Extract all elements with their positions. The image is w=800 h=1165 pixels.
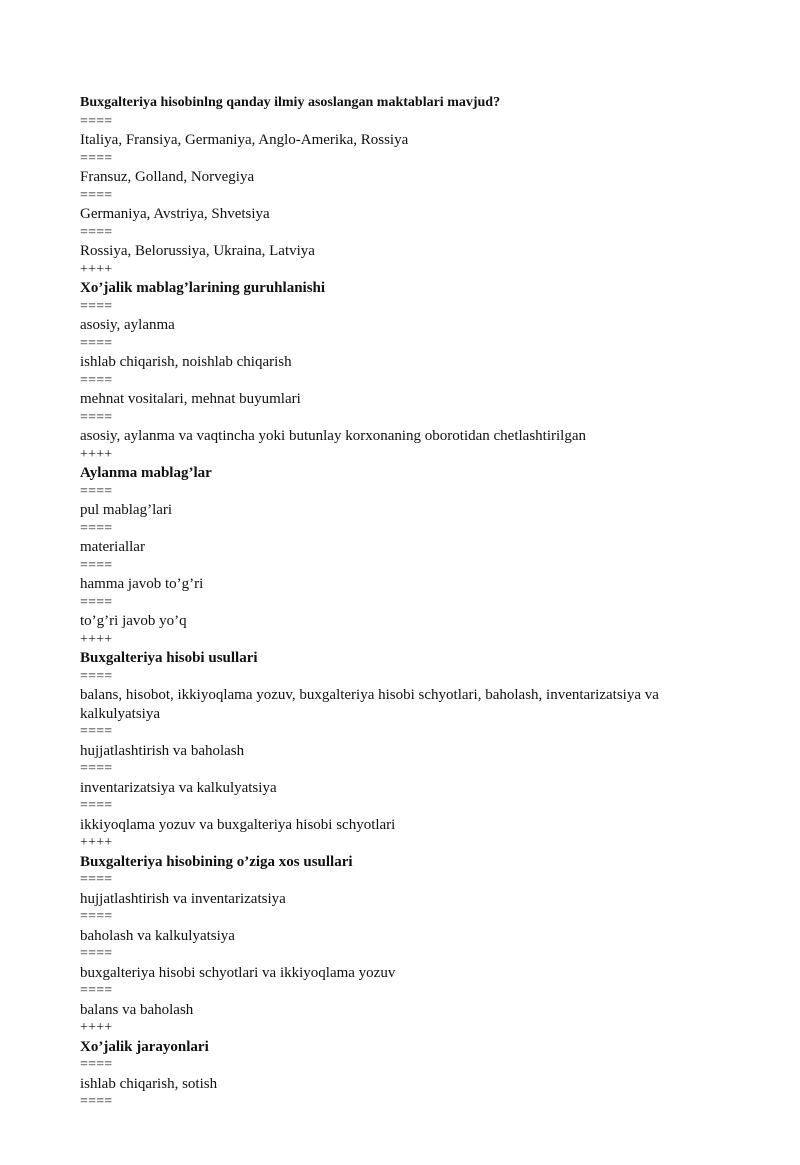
separator-line: ====	[80, 520, 113, 536]
question-block	[80, 279, 730, 464]
separator-line: ====	[80, 946, 113, 961]
answer-option: mehnat vositalari, mehnat buyumlari	[80, 391, 301, 407]
separator-line: ====	[80, 372, 113, 388]
answer-option: hujjatlashtirish va inventarizatsiya	[80, 890, 286, 907]
question-title: Buxgalteriya hisobining o’ziga xos usullari	[80, 853, 353, 870]
separator-line: ====	[80, 113, 113, 129]
answer-option: hamma javob to’g’ri	[80, 576, 204, 592]
question-block	[80, 853, 730, 1038]
answer-option: buxgalteriya hisobi schyotlari va ikkiyoqlama yozuv	[80, 964, 396, 981]
separator-line: ====	[80, 409, 113, 425]
separator-line: ====	[80, 983, 113, 998]
question-block	[80, 649, 730, 853]
question-block	[80, 94, 730, 279]
question-title: Xo’jalik mablag’larining guruhlanishi	[80, 280, 326, 296]
separator-line: ====	[80, 909, 113, 924]
separator-line: ====	[80, 298, 113, 314]
block-end-marker: ====	[80, 1094, 113, 1109]
answer-option: Germaniya, Avstriya, Shvetsiya	[80, 206, 270, 222]
separator-line: ====	[80, 335, 113, 351]
answer-option: baholash va kalkulyatsiya	[80, 927, 235, 944]
answer-option: inventarizatsiya va kalkulyatsiya	[80, 779, 277, 796]
answer-option: ishlab chiqarish, sotish	[80, 1075, 218, 1092]
answer-option: materiallar	[80, 539, 145, 555]
answer-option: balans va baholash	[80, 1001, 194, 1018]
block-end-marker: ++++	[80, 835, 113, 850]
block-end-marker: ++++	[80, 261, 113, 277]
question-title: Aylanma mablag’lar	[80, 465, 212, 481]
answer-option: ishlab chiqarish, noishlab chiqarish	[80, 354, 292, 370]
answer-option: pul mablag’lari	[80, 502, 173, 518]
question-block	[80, 1038, 730, 1112]
answer-option: ikkiyoqlama yozuv va buxgalteriya hisobi schyotlari	[80, 816, 396, 833]
answer-option: to’g’ri javob yo’q	[80, 613, 187, 629]
answer-option: Fransuz, Golland, Norvegiya	[80, 169, 255, 185]
separator-line: ====	[80, 557, 113, 573]
separator-line: ====	[80, 187, 113, 203]
separator-line: ====	[80, 150, 113, 166]
separator-line: ====	[80, 224, 113, 240]
separator-line: ====	[80, 1057, 113, 1072]
answer-option: balans, hisobot, ikkiyoqlama yozuv, buxgalteriya hisobi schyotlari, baholash, inventarizatsiya va kalkulyatsiya	[80, 687, 659, 722]
block-end-marker: ++++	[80, 631, 113, 647]
separator-line: ====	[80, 483, 113, 499]
question-title: Xo’jalik jarayonlari	[80, 1038, 209, 1055]
answer-option: asosiy, aylanma va vaqtincha yoki butunlay korxonaning oborotidan chetlashtirilgan	[80, 428, 586, 444]
separator-line: ====	[80, 872, 113, 887]
separator-line: ====	[80, 724, 113, 739]
answer-option: Italiya, Fransiya, Germaniya, Anglo-Amerika, Rossiya	[80, 132, 409, 148]
separator-line: ====	[80, 761, 113, 776]
question-block	[80, 464, 730, 649]
separator-line: ====	[80, 798, 113, 813]
block-end-marker: ++++	[80, 1020, 113, 1035]
separator-line: ====	[80, 594, 113, 610]
answer-option: hujjatlashtirish va baholash	[80, 742, 245, 759]
question-title: Buxgalteriya hisobinlng qanday ilmiy asoslangan maktablari mavjud?	[80, 95, 501, 110]
answer-option: Rossiya, Belorussiya, Ukraina, Latviya	[80, 243, 315, 259]
separator-line: ====	[80, 668, 113, 684]
document-body	[80, 94, 730, 1112]
question-title: Buxgalteriya hisobi usullari	[80, 650, 258, 666]
block-end-marker: ++++	[80, 446, 113, 462]
answer-option: asosiy, aylanma	[80, 317, 175, 333]
